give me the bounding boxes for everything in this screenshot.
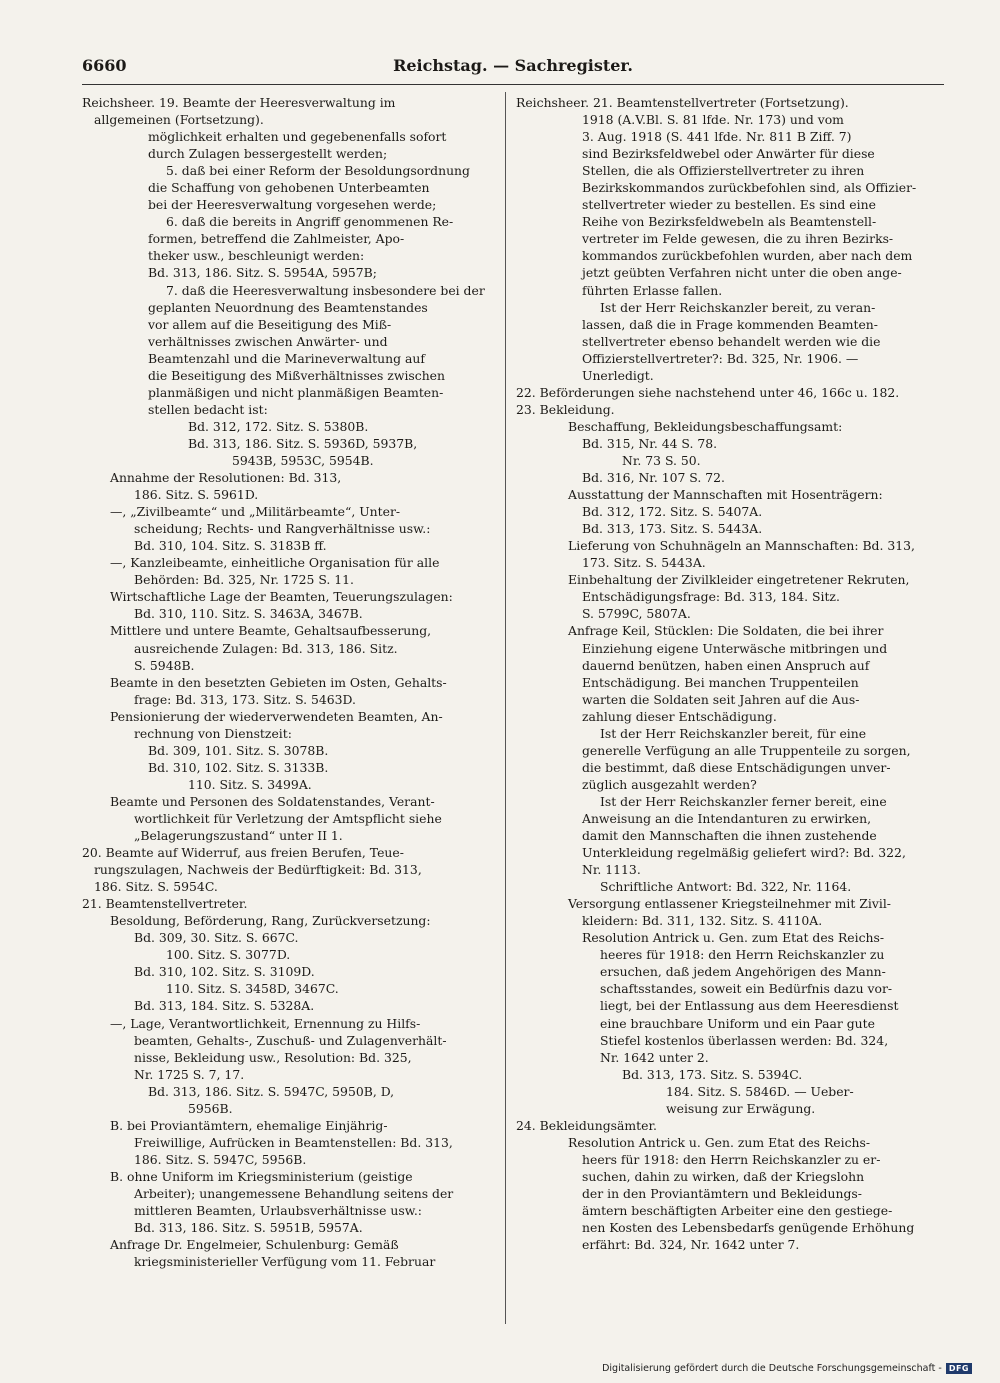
text-line: Arbeiter); unangemessene Behandlung seitens der <box>134 1186 454 1201</box>
text-line: Besoldung, Beförderung, Rang, Zurückversetzung: <box>110 913 431 929</box>
text-line: Offizierstellvertreter?: Bd. 325, Nr. 1906. — <box>582 350 859 366</box>
running-title: Reichstag. — Sachregister. <box>393 56 633 75</box>
text-line: Bd. 312, 172. Sitz. S. 5407A. <box>582 504 763 520</box>
text-line: 3. Aug. 1918 (S. 441 lfde. Nr. 811 B Ziff. 7) <box>582 129 852 145</box>
text-line: 6. daß die bereits in Angriff genommenen Re- <box>166 214 454 230</box>
text-line: Ist der Herr Reichskanzler ferner bereit, eine <box>600 793 887 809</box>
text-line: Bd. 309, 30. Sitz. S. 667C. <box>134 930 299 946</box>
text-line: frage: Bd. 313, 173. Sitz. S. 5463D. <box>134 691 356 707</box>
right-column <box>516 94 944 1253</box>
text-line: Bd. 310, 110. Sitz. S. 3463A, 3467B. <box>134 606 363 622</box>
text-line: die Beseitigung des Mißverhältnisses zwischen <box>148 367 445 383</box>
page-header <box>82 50 944 85</box>
text-line: Bd. 312, 172. Sitz. S. 5380B. <box>188 418 369 434</box>
text-line: stellvertreter wieder zu bestellen. Es sind eine <box>582 197 876 213</box>
text-line: Ausstattung der Mannschaften mit Hosenträgern: <box>568 487 883 503</box>
text-line: —, „Zivilbeamte“ und „Militärbeamte“, Unter- <box>110 504 401 520</box>
text-line: Nr. 1642 unter 2. <box>600 1049 709 1065</box>
text-line: 110. Sitz. S. 3499A. <box>188 776 312 792</box>
text-line: generelle Verfügung an alle Truppenteile zu sorgen, <box>582 742 911 758</box>
text-line: Ist der Herr Reichskanzler bereit, für eine <box>600 725 867 741</box>
text-line: warten die Soldaten seit Jahren auf die Aus- <box>582 691 860 707</box>
text-line: stellvertreter ebenso behandelt werden wie die <box>582 333 881 349</box>
text-line: 184. Sitz. S. 5846D. — Ueber- <box>666 1083 854 1099</box>
text-line: züglich ausgezahlt werden? <box>582 776 757 792</box>
text-line: suchen, dahin zu wirken, daß der Kriegslohn <box>582 1168 865 1184</box>
text-line: 110. Sitz. S. 3458D, 3467C. <box>166 981 339 997</box>
text-line: Bd. 313, 173. Sitz. S. 5394C. <box>622 1066 803 1082</box>
text-line: heers für 1918: den Herrn Reichskanzler zu er- <box>582 1151 881 1167</box>
text-line: Stellen, die als Offizierstellvertreter zu ihren <box>582 163 865 179</box>
text-line: 22. Beförderungen siehe nachstehend unter 46, 166c u. 182. <box>516 384 900 400</box>
text-line: 5943B, 5953C, 5954B. <box>232 452 374 468</box>
text-line: Ist der Herr Reichskanzler bereit, zu veran- <box>600 299 876 315</box>
text-line: mittleren Beamten, Urlaubsverhältnisse usw.: <box>134 1203 422 1219</box>
text-line: verhältnisses zwischen Anwärter- und <box>148 333 388 349</box>
column-divider <box>505 92 506 1324</box>
text-line: —, Kanzleibeamte, einheitliche Organisation für alle <box>110 555 440 571</box>
text-line: führten Erlasse fallen. <box>582 282 723 298</box>
text-line: Mittlere und untere Beamte, Gehaltsaufbesserung, <box>110 623 432 639</box>
text-line: ausreichende Zulagen: Bd. 313, 186. Sitz. <box>134 640 398 656</box>
text-line: dauernd benützen, haben einen Anspruch auf <box>582 657 870 673</box>
text-line: möglichkeit erhalten und gegebenenfalls sofort <box>148 129 447 145</box>
text-line: Entschädigungsfrage: Bd. 313, 184. Sitz. <box>582 589 840 605</box>
left-column <box>82 94 496 1270</box>
text-line: kleidern: Bd. 311, 132. Sitz. S. 4110A. <box>582 913 823 929</box>
text-line: Anweisung an die Intendanturen zu erwirken, <box>582 810 872 826</box>
text-line: Bd. 310, 102. Sitz. S. 3133B. <box>148 759 329 775</box>
text-line: Einbehaltung der Zivilkleider eingetretener Rekruten, <box>568 572 910 588</box>
text-line: weisung zur Erwägung. <box>666 1100 816 1116</box>
text-line: jetzt geübten Verfahren nicht unter die oben ange- <box>582 265 902 281</box>
text-line: Beamte und Personen des Soldatenstandes, Verant- <box>110 793 435 809</box>
text-line: ämtern beschäftigten Arbeiter eine den gestiege- <box>582 1203 893 1219</box>
text-line: Lieferung von Schuhnägeln an Mannschaften: Bd. 313, <box>568 538 915 554</box>
text-line: Bezirkskommandos zurückbefohlen sind, als Offizier- <box>582 180 917 196</box>
page-number: 6660 <box>82 56 127 75</box>
text-line: die bestimmt, daß diese Entschädigungen unver- <box>582 759 891 775</box>
text-line: wortlichkeit für Verletzung der Amtspflicht siehe <box>134 810 442 826</box>
text-line: B. bei Proviantämtern, ehemalige Einjährig- <box>110 1117 388 1133</box>
text-line: 186. Sitz. S. 5954C. <box>94 879 218 895</box>
text-line: Reihe von Bezirksfeldwebeln als Beamtenstell- <box>582 214 877 230</box>
text-line: formen, betreffend die Zahlmeister, Apo- <box>148 231 405 247</box>
text-line: der in den Proviantämtern und Bekleidungs- <box>582 1186 862 1201</box>
text-line: Bd. 309, 101. Sitz. S. 3078B. <box>148 742 329 758</box>
text-line: 24. Bekleidungsämter. <box>516 1117 657 1133</box>
text-line: Bd. 310, 104. Sitz. S. 3183B ff. <box>134 538 327 554</box>
text-line: Resolution Antrick u. Gen. zum Etat des Reichs- <box>582 930 885 946</box>
text-line: kriegsministerieller Verfügung vom 11. Februar <box>134 1254 436 1270</box>
text-line: nen Kosten des Lebensbedarfs genügende Erhöhung <box>582 1220 915 1236</box>
text-line: eine brauchbare Uniform und ein Paar gute <box>600 1015 875 1031</box>
text-line: Bd. 313, 184. Sitz. S. 5328A. <box>134 998 315 1014</box>
text-line: theker usw., beschleunigt werden: <box>148 248 365 264</box>
text-line: zahlung dieser Entschädigung. <box>582 708 777 724</box>
text-line: Resolution Antrick u. Gen. zum Etat des Reichs- <box>568 1134 871 1150</box>
text-line: Beschaffung, Bekleidungsbeschaffungsamt: <box>568 418 843 434</box>
text-line: 21. Beamtenstellvertreter. <box>82 896 248 912</box>
text-line: geplanten Neuordnung des Beamtenstandes <box>148 299 428 315</box>
text-line: Bd. 313, 186. Sitz. S. 5951B, 5957A. <box>134 1220 363 1236</box>
text-line: sind Bezirksfeldwebel oder Anwärter für diese <box>582 146 875 162</box>
text-line: 186. Sitz. S. 5961D. <box>134 487 259 503</box>
text-line: planmäßigen und nicht planmäßigen Beamten- <box>148 384 444 400</box>
text-line: die Schaffung von gehobenen Unterbeamten <box>148 180 430 196</box>
text-line: Beamtenzahl und die Marineverwaltung auf <box>148 350 425 366</box>
text-line: Nr. 1725 S. 7, 17. <box>134 1066 245 1082</box>
text-line: scheidung; Rechts- und Rangverhältnisse usw.: <box>134 521 431 537</box>
text-line: Bd. 313, 186. Sitz. S. 5954A, 5957B; <box>148 265 377 281</box>
text-line: S. 5948B. <box>134 657 195 673</box>
text-line: Freiwillige, Aufrücken in Beamtenstellen: Bd. 313, <box>134 1134 453 1150</box>
text-line: 173. Sitz. S. 5443A. <box>582 555 706 571</box>
text-line: schaftsstandes, soweit ein Bedürfnis dazu vor- <box>600 981 893 997</box>
text-line: Bd. 315, Nr. 44 S. 78. <box>582 435 718 451</box>
text-line: liegt, bei der Entlassung aus dem Heeresdienst <box>600 998 899 1014</box>
text-line: 186. Sitz. S. 5947C, 5956B. <box>134 1151 307 1167</box>
text-line: allgemeinen (Fortsetzung). <box>94 112 264 128</box>
text-line: stellen bedacht ist: <box>148 401 268 417</box>
text-line: Versorgung entlassener Kriegsteilnehmer mit Zivil- <box>568 896 891 912</box>
text-line: Anfrage Dr. Engelmeier, Schulenburg: Gemäß <box>110 1237 399 1253</box>
text-line: Nr. 73 S. 50. <box>622 452 701 468</box>
text-line: durch Zulagen bessergestellt werden; <box>148 146 388 162</box>
text-line: Bd. 316, Nr. 107 S. 72. <box>582 470 725 486</box>
text-line: 100. Sitz. S. 3077D. <box>166 947 291 963</box>
dfg-logo-icon: DFG <box>946 1363 972 1374</box>
text-line: kommandos zurückbefohlen wurden, aber nach dem <box>582 248 913 264</box>
text-line: Unterkleidung regelmäßig geliefert wird?: Bd. 322, <box>582 845 906 861</box>
text-line: Bd. 313, 186. Sitz. S. 5936D, 5937B, <box>188 435 418 451</box>
text-line: Bd. 313, 173. Sitz. S. 5443A. <box>582 521 763 537</box>
footer-credit: Digitalisierung gefördert durch die Deutsche Forschungsgemeinschaft - <box>602 1363 942 1374</box>
text-line: Pensionierung der wiederverwendeten Beamten, An- <box>110 708 443 724</box>
text-line: Entschädigung. Bei manchen Truppenteilen <box>582 674 859 690</box>
text-line: ersuchen, daß jedem Angehörigen des Mann- <box>600 964 886 980</box>
text-line: rungszulagen, Nachweis der Bedürftigkeit: Bd. 313, <box>94 862 422 878</box>
text-line: —, Lage, Verantwortlichkeit, Ernennung zu Hilfs- <box>110 1015 421 1031</box>
footer <box>602 1363 972 1374</box>
text-line: bei der Heeresverwaltung vorgesehen werde; <box>148 197 437 213</box>
text-line: Anfrage Keil, Stücklen: Die Soldaten, die bei ihrer <box>568 623 884 639</box>
text-line: heeres für 1918: den Herrn Reichskanzler zu <box>600 947 885 963</box>
text-line: 23. Bekleidung. <box>516 401 615 417</box>
text-line: Nr. 1113. <box>582 862 641 878</box>
text-line: vor allem auf die Beseitigung des Miß- <box>148 316 392 332</box>
text-line: lassen, daß die in Frage kommenden Beamten- <box>582 316 878 332</box>
text-line: 5956B. <box>188 1100 233 1116</box>
text-line: Annahme der Resolutionen: Bd. 313, <box>110 470 342 486</box>
text-line: „Belagerungszustand“ unter II 1. <box>134 828 343 844</box>
text-line: Reichsheer. 19. Beamte der Heeresverwaltung im <box>82 95 396 110</box>
text-line: Bd. 313, 186. Sitz. S. 5947C, 5950B, D, <box>148 1083 395 1099</box>
text-line: Schriftliche Antwort: Bd. 322, Nr. 1164. <box>600 879 852 895</box>
text-line: 1918 (A.V.Bl. S. 81 lfde. Nr. 173) und vom <box>582 112 844 128</box>
text-line: S. 5799C, 5807A. <box>582 606 691 622</box>
text-line: beamten, Gehalts-, Zuschuß- und Zulagenverhält- <box>134 1032 447 1048</box>
text-line: 5. daß bei einer Reform der Besoldungsordnung <box>166 163 470 179</box>
text-line: Wirtschaftliche Lage der Beamten, Teuerungszulagen: <box>110 589 453 605</box>
text-line: Behörden: Bd. 325, Nr. 1725 S. 11. <box>134 572 354 588</box>
text-line: Einziehung eigene Unterwäsche mitbringen und <box>582 640 888 656</box>
text-line: rechnung von Dienstzeit: <box>134 725 292 741</box>
text-line: Stiefel kostenlos überlassen werden: Bd. 324, <box>600 1032 889 1048</box>
text-line: Bd. 310, 102. Sitz. S. 3109D. <box>134 964 315 980</box>
text-line: 20. Beamte auf Widerruf, aus freien Berufen, Teue- <box>82 845 404 861</box>
text-line: vertreter im Felde gewesen, die zu ihren Bezirks- <box>582 231 894 247</box>
text-line: Reichsheer. 21. Beamtenstellvertreter (Fortsetzung). <box>516 95 849 110</box>
text-line: Unerledigt. <box>582 367 654 383</box>
text-line: erfährt: Bd. 324, Nr. 1642 unter 7. <box>582 1237 800 1253</box>
text-line: Beamte in den besetzten Gebieten im Osten, Gehalts- <box>110 674 447 690</box>
text-line: nisse, Bekleidung usw., Resolution: Bd. 325, <box>134 1049 412 1065</box>
text-line: damit den Mannschaften die ihnen zustehende <box>582 828 877 844</box>
text-line: B. ohne Uniform im Kriegsministerium (geistige <box>110 1168 413 1184</box>
text-line: 7. daß die Heeresverwaltung insbesondere bei der <box>166 282 485 298</box>
